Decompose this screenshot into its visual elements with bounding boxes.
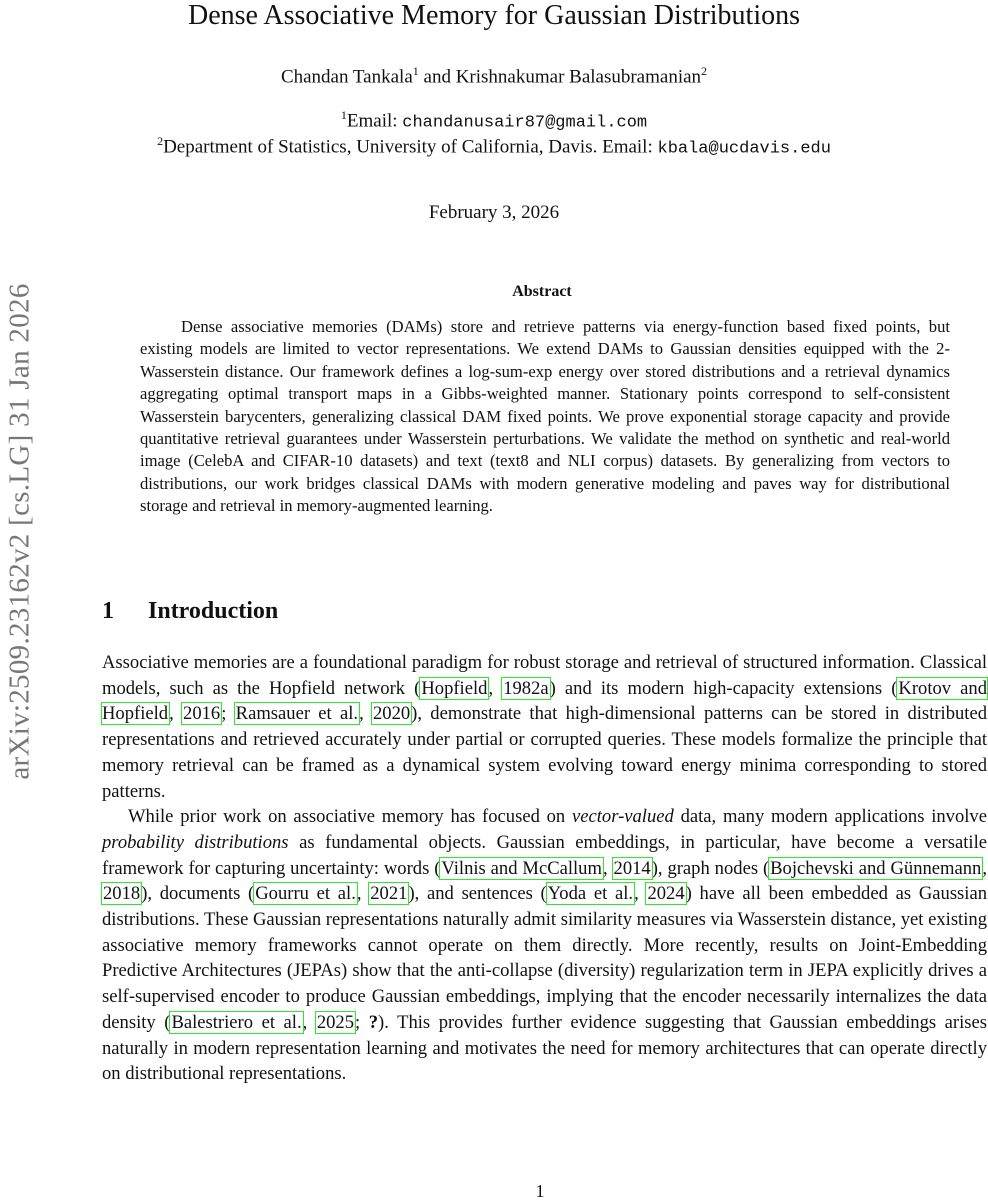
body-text: , bbox=[356, 883, 370, 905]
author-name: Krishnakumar Balasubramanian bbox=[455, 66, 702, 88]
affiliation-1 bbox=[0, 108, 988, 132]
citation-link[interactable]: Gourru et al. bbox=[255, 883, 356, 905]
unresolved-citation: ? bbox=[368, 1011, 379, 1033]
citation-link[interactable]: Hopfield bbox=[421, 677, 488, 699]
paragraph bbox=[102, 650, 987, 804]
body-text: ; bbox=[355, 1011, 369, 1033]
section-number: 1 bbox=[102, 598, 114, 624]
body-text: ) and its modern high-capacity extensions ( bbox=[549, 677, 898, 699]
email-link[interactable]: chandanusair87@gmail.com bbox=[402, 113, 648, 133]
abstract-text: Dense associative memories (DAMs) store and retrieve patterns via energy-function based fixed points, but existing models are limited to vector representations. We extend DAMs to Gaussian densities equipped with the 2-Wasserstein distance. Our framework defines a log-sum-exp energy over stored distributions and a retrieval dynamics aggregating optimal transport maps in a Gibbs-weighted manner. Stationary points correspond to self-consistent Wasserstein barycenters, generalizing classical DAM fixed points. We prove exponential storage capacity and provide quantitative retrieval guarantees under Wasserstein perturbations. We validate the method on synthetic and real-world image (CelebA and CIFAR-10 datasets) and text (text8 and NLI corpus) datasets. By generalizing from vectors to distributions, our work bridges classical DAMs with modern generative modeling and paves way for distributional storage and retrieval in memory-augmented learning. bbox=[140, 317, 950, 516]
author-affiliation-mark: 1 bbox=[412, 64, 419, 78]
citation-link[interactable]: Ramsauer et al. bbox=[235, 703, 359, 725]
body-text: , bbox=[488, 677, 503, 699]
arxiv-identifier-sidebar: arXiv:2509.23162v2 [cs.LG] 31 Jan 2026 bbox=[3, 283, 36, 780]
citation-link[interactable]: Vilnis and McCallum bbox=[441, 857, 602, 879]
section-heading bbox=[102, 598, 278, 625]
body-text: , bbox=[602, 857, 613, 879]
citation-link[interactable]: Bojchevski and Günnemann bbox=[770, 857, 982, 879]
author-affiliation-mark: 2 bbox=[701, 64, 708, 78]
body-text: , bbox=[982, 857, 988, 879]
citation-link[interactable]: Yoda et al. bbox=[547, 883, 634, 905]
emphasis-text: vector-valued bbox=[571, 806, 674, 828]
citation-link[interactable]: 2025 bbox=[316, 1011, 355, 1033]
body-text: ), documents ( bbox=[141, 883, 255, 905]
body-text: ; bbox=[221, 703, 235, 725]
affiliation-mark: 2 bbox=[157, 134, 164, 148]
citation-link[interactable]: 2021 bbox=[370, 883, 408, 905]
affiliation-label: Email: bbox=[346, 110, 403, 132]
author-name: Chandan Tankala bbox=[280, 66, 413, 88]
email-link[interactable]: kbala@ucdavis.edu bbox=[657, 139, 831, 159]
body-text: data, many modern applications involve bbox=[673, 806, 987, 828]
paper-title: Dense Associative Memory for Gaussian Distributions bbox=[187, 0, 801, 31]
emphasis-text: probability distributions bbox=[102, 831, 289, 853]
section-title: Introduction bbox=[148, 598, 279, 624]
author-separator: and bbox=[418, 66, 456, 88]
introduction-body bbox=[102, 650, 987, 1087]
paragraph bbox=[102, 804, 987, 1087]
body-text: While prior work on associative memory has focused on bbox=[128, 806, 572, 828]
body-text: ), and sentences ( bbox=[408, 883, 547, 905]
body-text: , bbox=[169, 703, 183, 725]
body-text: ) have all been embedded as Gaussian distributions. These Gaussian representations naturally admit similarity measures via Wasserstein distance, yet existing associative memory frameworks cannot operate on them directly. More recently, results on Joint-Embedding Predictive Architectures (JEPAs) show that the anti-collapse (diversity) regularization term in JEPA explicitly drives a self-supervised encoder to produce Gaussian embeddings, implying that the encoder necessarily internalizes the data density ( bbox=[102, 883, 988, 1033]
citation-link[interactable]: 2016 bbox=[183, 703, 221, 725]
body-text: , bbox=[359, 703, 372, 725]
citation-link[interactable]: 2014 bbox=[613, 857, 651, 879]
citation-link[interactable]: 2024 bbox=[647, 883, 685, 905]
affiliation-mark: 1 bbox=[340, 108, 347, 122]
page-number: 1 bbox=[535, 1181, 545, 1201]
body-text: , bbox=[634, 883, 647, 905]
authors bbox=[0, 64, 988, 88]
body-text: Associative memories are a foundational paradigm for robust storage and retrieval of structured information. Classical models, such as the Hopfield network ( bbox=[102, 652, 987, 699]
citation-link[interactable]: 1982a bbox=[503, 677, 549, 699]
abstract-heading: Abstract bbox=[512, 283, 572, 300]
citation-link[interactable]: Balestriero et al. bbox=[171, 1011, 302, 1033]
affiliation-2 bbox=[0, 134, 988, 158]
body-text: , bbox=[302, 1011, 316, 1033]
citation-link[interactable]: 2020 bbox=[372, 703, 411, 725]
paper-date: February 3, 2026 bbox=[428, 202, 560, 223]
body-text: ), graph nodes ( bbox=[651, 857, 770, 879]
body-text: ). This provides further evidence suggesting that Gaussian embeddings arises naturally in modern representation learning and motivates the need for memory architectures that can operate directly on distributional representations. bbox=[102, 1011, 987, 1085]
body-text: ), demonstrate that high-dimensional patterns can be stored in distributed representations and retrieved accurately under partial or corrupted queries. These models formalize the principle that memory retrieval can be framed as a dynamical system evolving toward energy minima corresponding to stored patterns. bbox=[102, 703, 988, 802]
citation-link[interactable]: 2018 bbox=[103, 883, 141, 905]
citation-link[interactable]: Krotov and Hopfield bbox=[102, 677, 988, 725]
body-text: as fundamental objects. Gaussian embeddings, in particular, have become a versatile framework for capturing uncertainty: words ( bbox=[102, 831, 987, 879]
affiliation-label: Department of Statistics, University of California, Davis. Email: bbox=[163, 136, 658, 158]
